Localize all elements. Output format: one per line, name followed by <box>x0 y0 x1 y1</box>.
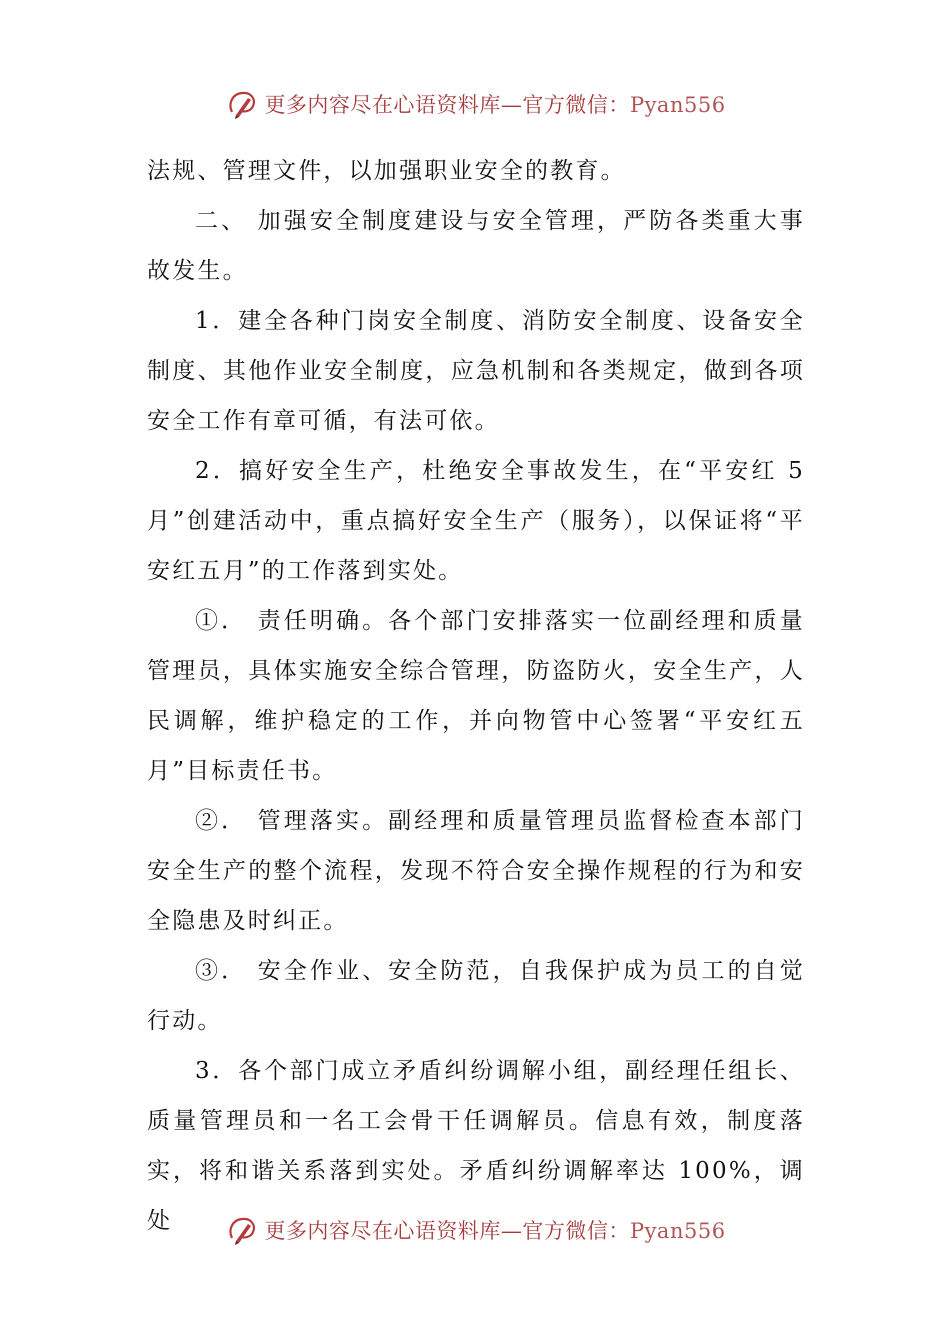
wechat-id: Pyan556 <box>629 1219 726 1243</box>
paragraph: 法规、管理文件，以加强职业安全的教育。 <box>147 158 626 184</box>
paragraph: 1．建全各种门岗安全制度、消防安全制度、设备安全制度、其他作业安全制度，应急机制和各类规定，做到各项安全工作有章可循，有法可依。 <box>147 308 805 434</box>
paragraph: ③． 安全作业、安全防范，自我保护成为员工的自觉行动。 <box>147 958 805 1034</box>
banner-text: 更多内容尽在心语资料库—官方微信：Pyan556 <box>264 93 726 117</box>
document-body <box>147 146 805 1246</box>
paragraph: ①． 责任明确。各个部门安排落实一位副经理和质量管理员，具体实施安全综合管理，防盗防火，安全生产，人民调解，维护稳定的工作，并向物管中心签署“平安红五月”目标责任书。 <box>147 608 805 784</box>
paragraph: 二、 加强安全制度建设与安全管理，严防各类重大事故发生。 <box>147 208 805 284</box>
paragraph: 2．搞好安全生产，杜绝安全事故发生，在“平安红 5 月”创建活动中，重点搞好安全生产（服务），以保证将“平安红五月”的工作落到实处。 <box>147 458 805 584</box>
pen-swirl-icon <box>224 86 260 122</box>
paragraph: 3．各个部门成立矛盾纠纷调解小组，副经理任组长、质量管理员和一名工会骨干任调解员。信息有效，制度落实，将和谐关系落到实处。矛盾纠纷调解率达 100%，调处 <box>147 1058 805 1234</box>
footer-banner <box>0 1210 950 1250</box>
pen-swirl-icon <box>224 1212 260 1248</box>
wechat-id: Pyan556 <box>629 93 726 117</box>
banner-text: 更多内容尽在心语资料库—官方微信：Pyan556 <box>264 1219 726 1243</box>
paragraph: ②． 管理落实。副经理和质量管理员监督检查本部门安全生产的整个流程，发现不符合安全操作规程的行为和安全隐患及时纠正。 <box>147 808 805 934</box>
header-banner <box>0 84 950 124</box>
